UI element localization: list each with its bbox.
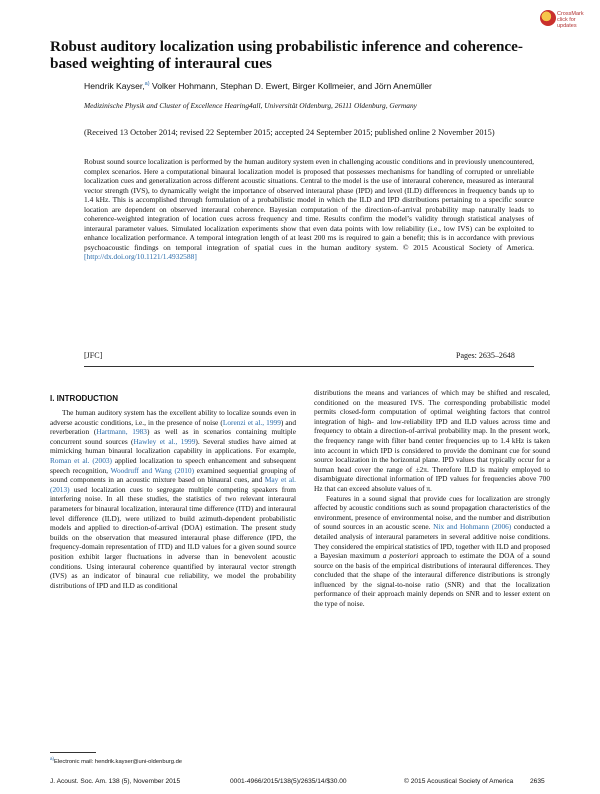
- paper-title: Robust auditory localization using probabilistic inference and coherence-based weighting of interaural cues: [50, 38, 523, 72]
- footnote-text[interactable]: Electronic mail: hendrik.kayser@uni-oldenburg.de: [54, 758, 183, 765]
- footnote-rule: [50, 752, 96, 753]
- italic-term: a posteriori: [382, 551, 419, 561]
- intro-paragraph: [314, 494, 550, 609]
- editor-initials: [JFC]: [84, 351, 103, 360]
- author-rest: Volker Hohmann, Stephan D. Ewert, Birger Kollmeier, and Jörn Anemüller: [149, 80, 432, 91]
- crossmark-label: [557, 11, 588, 29]
- doi-link[interactable]: [http://dx.doi.org/10.1121/1.4932588]: [84, 252, 197, 262]
- crossmark-label-line1: CrossMark: [557, 11, 584, 17]
- divider: [84, 366, 534, 367]
- author-first: Hendrik Kayser,: [84, 80, 145, 91]
- text-run: approach to estimate the DOA of a sound source on the basis of the empirical distributions of interaural differences. They concluded that the shape of the interaural difference distributions is strongly influenced by the signal-to-noise ratio (SNR) and that the localization performance of their approach mainly depends on SNR and to lesser extent on the type of noise.: [314, 551, 551, 609]
- text-run: The human auditory system has the excellent ability to localize sounds even in adverse acoustic conditions, i.e., in the presence of noise (: [50, 408, 296, 427]
- intro-paragraph: distributions the means and variances of which may be shifted and rescaled, conditioned on the measured IVS. The corresponding probabilistic model permits closed-form computation of optimal weighting factors that control integration of high- and low-reliability IPD and ILD values across time and frequency to obtain a direction-of-arrival probability map. In the present work, the frequency range with filter band center frequencies up to 1.4 kHz is taken into account in which IPD is considered to provide the dominant cue for sound source localization in the horizontal plane. IPD values that typically occur for a human head cover the range of ±2π. Therefore ILD is mainly employed to disambiguate directional information of IPD values for frequencies above 700 Hz that can exceed absolute values of π.: [314, 388, 550, 493]
- abstract: [84, 157, 534, 262]
- intro-right-column: [314, 388, 550, 609]
- author-footnote-marker[interactable]: a): [144, 81, 150, 87]
- crossmark-badge[interactable]: [540, 8, 588, 36]
- abstract-text: Robust sound source localization is performed by the human auditory system even in challenging acoustic conditions and in previously unencountered, complex scenarios. Here a computational binaural localization model is proposed that possesses mechanisms for handling of corrupted or unreliable localization cues and generalization across different acoustic situations. Central to the model is the use of interaural coherence, measured as interaural vector strength (IVS), to dynamically weight the importance of observed interaural phase (IPD) and level (ILD) differences in frequency bands up to 1.4 kHz. This is accomplished through formulation of a probabilistic model in which the ILD and IPD distributions pertaining to a specific source location are dependent on observed interaural coherence. Bayesian computation of the direction-of-arrival probability map naturally leads to coherence-weighted integration of location cues across frequency and time. Results confirm the model’s validity through statistical analyses of interaural parameter values. Simulated localization experiments show that even data points with low reliability (i.e., low IVS) can be exploited to enhance localization performance. A temporal integration length of at least 200 ms is required to gain a benefit; this is in accordance with previous psychoacoustic findings on temporal integration of spatial cues in the human auditory system.: [84, 157, 534, 252]
- section-heading: I. INTRODUCTION: [50, 394, 118, 403]
- footer-journal: J. Acoust. Soc. Am. 138 (5), November 2015: [50, 778, 181, 785]
- text-run: used localization cues to segregate multiple competing speakers from interfering noise. In all these studies, the statistics of two relevant interaural parameters for binaural localization, interaural time difference (ITD) and interaural level difference (ILD), were utilized to build azimuth-dependent probabilistic models and applied to direction-of-arrival (DOA) estimation. The present study builds on the observation that measured interaural phase difference (IPD, the frequency-domain representation of ITD) and ILD values for a given sound source position exhibit larger fluctuations in adverse than in benevolent acoustic conditions. Using interaural coherence quantified by interaural vector strength (IVS) as an indicator of binaural cue reliability, we model the probability distributions of IPD and ILD as conditional: [50, 484, 296, 590]
- footer-copyright: © 2015 Acoustical Society of America: [404, 778, 514, 785]
- author-list: [84, 79, 464, 92]
- page-range: Pages: 2635–2648: [456, 351, 515, 360]
- abstract-copyright: © 2015 Acoustical Society of America.: [402, 242, 534, 252]
- text-run: conducted a detailed analysis of interaural parameters in several additive noise conditions. They considered the empirical statistics of IPD, together with ILD and proposed a Bayesian maximum: [314, 522, 550, 561]
- footnote-marker: a): [50, 756, 55, 761]
- intro-left-column: [50, 408, 296, 590]
- text-run: ) and reverberation (: [50, 417, 296, 437]
- text-run: applied localization to speech enhancement and subsequent speech recognition,: [50, 455, 296, 475]
- received-dates: (Received 13 October 2014; revised 22 September 2015; accepted 24 September 2015; published online 2 November 2015): [84, 128, 495, 137]
- text-run: examined sequential grouping of sound components in an acoustic mixture based on binaural cues, and: [50, 465, 296, 485]
- footnote: [50, 756, 182, 765]
- page-number: 2635: [530, 778, 545, 785]
- crossmark-icon: [540, 10, 556, 26]
- footer-code: 0001-4966/2015/138(5)/2635/14/$30.00: [230, 778, 347, 785]
- citation-link[interactable]: Hartmann, 1983: [96, 427, 147, 437]
- citation-link[interactable]: Nix and Hohmann (2006): [433, 522, 512, 532]
- affiliation: Medizinische Physik and Cluster of Excellence Hearing4all, Universität Oldenburg, 26111 Oldenburg, Germany: [84, 101, 417, 110]
- citation-link[interactable]: Hawley et al., 1999: [133, 436, 196, 446]
- citation-link[interactable]: Woodruff and Wang (2010): [110, 465, 195, 475]
- intro-paragraph: [50, 408, 296, 590]
- citation-link[interactable]: Roman et al. (2003): [50, 455, 112, 465]
- text-run: Features in a sound signal that provide cues for localization are strongly affected by acoustic conditions such as sound propagation characteristics of the environment, presence of environmental noise, and the number and distribution of sound sources in an acoustic scene.: [314, 493, 550, 532]
- text-run: ) as well as in scenarios containing multiple concurrent sound sources (: [50, 427, 296, 446]
- text-run: ). Several studies have aimed at mimicking human binaural localization capability in applications. For example,: [50, 436, 296, 456]
- citation-link[interactable]: Lorenzi et al., 1999: [222, 417, 281, 427]
- crossmark-label-line2: click for updates: [557, 17, 577, 29]
- citation-link[interactable]: May et al. (2013): [50, 475, 297, 494]
